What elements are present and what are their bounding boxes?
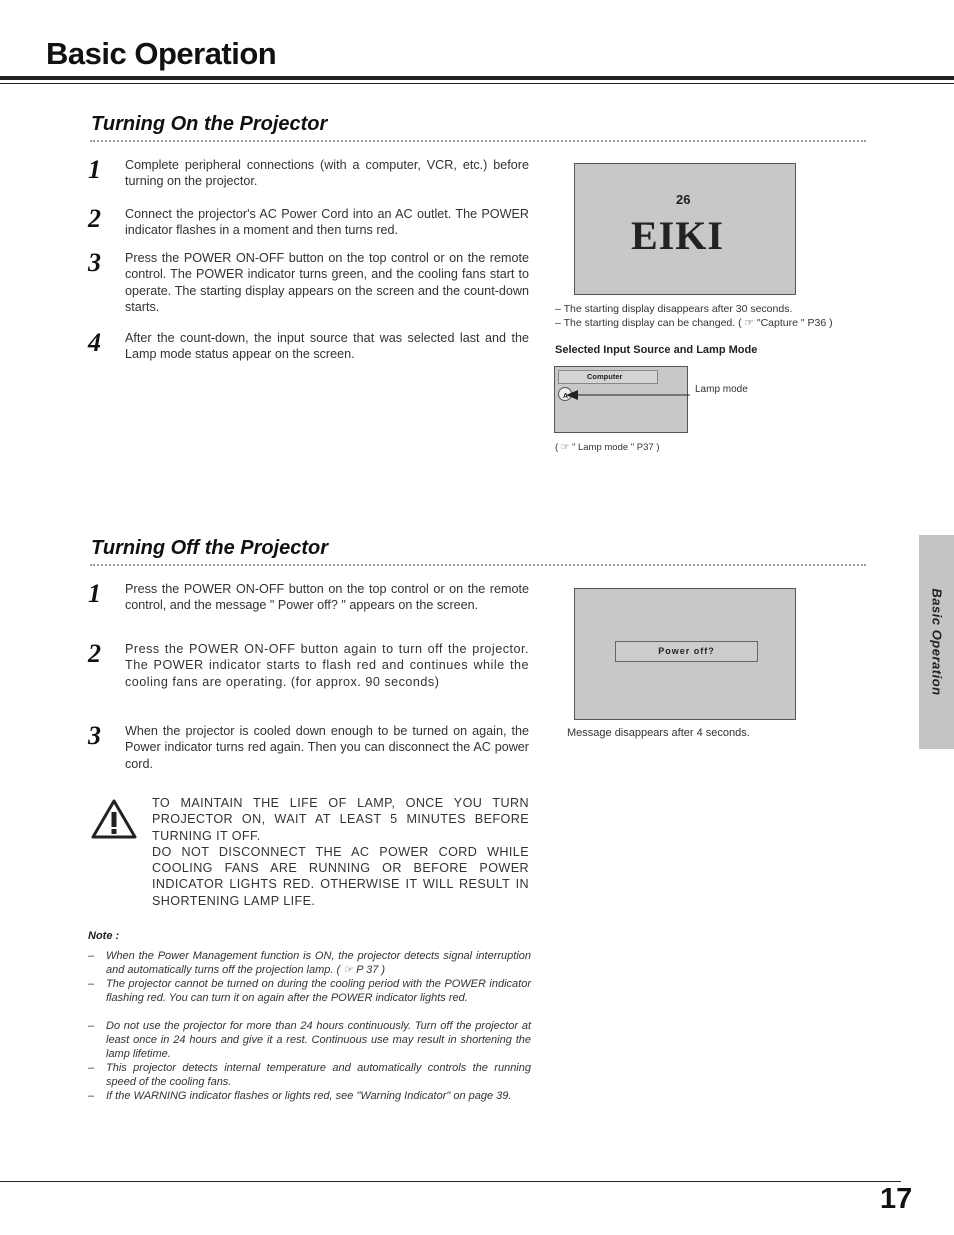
step-number: 1 (88, 579, 101, 608)
step-text: Connect the projector's AC Power Cord into an AC outlet. The POWER indicator flashes in a moment and then turns red. (125, 207, 529, 238)
eiki-logo: EIKI (631, 213, 724, 258)
step-text: Press the POWER ON-OFF button on the top control or on the remote control. The POWER indicator turns green, and the cooling fans start to operate. The starting display appears on the screen and the count-down starts. (125, 251, 529, 315)
warning-line: DO NOT DISCONNECT THE AC POWER CORD WHILE COOLING FANS ARE RUNNING OR BEFORE POWER INDICATOR LIGHTS RED. OTHERWISE IT WILL RESULT IN SHORTENING LAMP LIFE. (152, 844, 529, 908)
note-item: – This projector detects internal temperature and automatically controls the running speed of the cooling fans. (88, 1062, 531, 1088)
step-text: Complete peripheral connections (with a computer, VCR, etc.) before turning on the projector. (125, 158, 529, 189)
input-source-heading: Selected Input Source and Lamp Mode (555, 344, 758, 356)
countdown-number: 26 (676, 192, 691, 207)
lamp-mode-arrow (565, 384, 695, 404)
note-text: Do not use the projector for more than 24 hours continuously. Turn off the projector at least once in 24 hours and give it a rest. Continuous use may result in shortening the lamp lifetime. (106, 1020, 531, 1060)
note-text: If the WARNING indicator flashes or lights red, see "Warning Indicator" on page 39. (106, 1090, 512, 1102)
start-note: – The starting display can be changed. ( ☞ "Capture " P36 ) (555, 317, 833, 329)
step-number: 3 (88, 248, 101, 277)
page-title: Basic Operation (46, 36, 277, 71)
step-text: After the count-down, the input source that was selected last and the Lamp mode status appear on the screen. (125, 331, 529, 362)
lamp-mode-reference: ( ☞ " Lamp mode " P37 ) (555, 442, 660, 453)
lamp-mode-label: Lamp mode (695, 384, 748, 395)
side-tab-label: Basic Operation (929, 588, 944, 696)
step-number: 2 (88, 639, 101, 668)
note-item: – The projector cannot be turned on during the cooling period with the POWER indicator flashing red. You can turn it on again after the POWER indicator lights red. (88, 978, 531, 1004)
note-item: – If the WARNING indicator flashes or lights red, see "Warning Indicator" on page 39. (88, 1089, 531, 1103)
note-text: This projector detects internal temperature and automatically controls the running speed of the cooling fans. (106, 1062, 531, 1088)
input-source-label: Computer (558, 370, 658, 384)
note-title: Note : (88, 930, 120, 942)
header-rule (0, 76, 954, 80)
step-number: 4 (88, 328, 101, 357)
step-number: 3 (88, 721, 101, 750)
footer-rule (0, 1181, 901, 1182)
header-rule-thin (0, 83, 954, 84)
warning-icon (91, 798, 137, 840)
step-text: Press the POWER ON-OFF button on the top control or on the remote control, and the message " Power off? " appears on the screen. (125, 582, 529, 613)
warning-line: TO MAINTAIN THE LIFE OF LAMP, ONCE YOU TURN PROJECTOR ON, WAIT AT LEAST 5 MINUTES BEFORE TURNING IT OFF. (152, 796, 529, 843)
step-text: Press the POWER ON-OFF button again to turn off the projector. The POWER indicator starts to flash red and continues while the cooling fans are operating. (for approx. 90 seconds) (125, 642, 529, 689)
page-number: 17 (880, 1183, 913, 1215)
section-divider (90, 140, 866, 142)
note-item: – Do not use the projector for more than 24 hours continuously. Turn off the projector at least once in 24 hours and give it a rest. Continuous use may result in shortening the lamp lifetime. (88, 1020, 531, 1060)
step-text: When the projector is cooled down enough to be turned on again, the Power indicator turns red again. Then you can disconnect the AC power cord. (125, 724, 529, 771)
lamp-mode-glyph: A (563, 393, 569, 400)
note-text: The projector cannot be turned on during the cooling period with the POWER indicator flashing red. You can turn it on again after the POWER indicator lights red. (106, 978, 531, 1004)
note-item: – When the Power Management function is ON, the projector detects signal interruption and automatically turns off the projection lamp. ( ☞ P 37 ) (88, 950, 531, 976)
power-off-message: Power off? (615, 641, 758, 662)
starting-display-screen (574, 163, 796, 295)
note-text: When the Power Management function is ON, the projector detects signal interruption and automatically turns off the projection lamp. ( ☞ P 37 ) (106, 950, 531, 976)
side-tab (919, 535, 954, 749)
power-off-caption: Message disappears after 4 seconds. (567, 727, 750, 739)
warning-text (152, 795, 529, 909)
section-divider (90, 564, 866, 566)
section-title-turning-on: Turning On the Projector (91, 113, 328, 135)
power-off-screen (574, 588, 796, 720)
step-number: 2 (88, 204, 101, 233)
section-title-turning-off: Turning Off the Projector (91, 537, 329, 559)
start-note: – The starting display disappears after 30 seconds. (555, 303, 793, 315)
step-number: 1 (88, 155, 101, 184)
